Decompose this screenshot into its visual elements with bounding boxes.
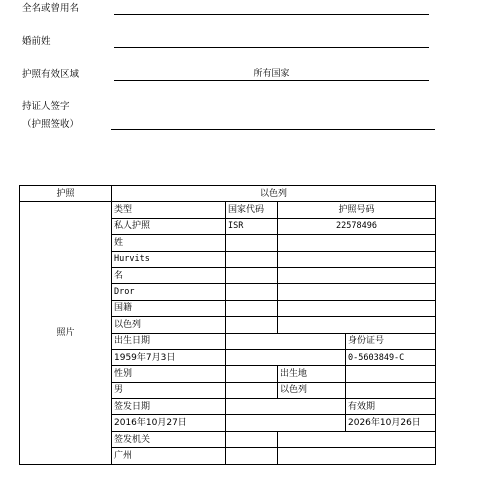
surname-value: Hurvits xyxy=(112,251,226,267)
empty-cell xyxy=(278,267,436,283)
issue-date-value: 2016年10月27日 xyxy=(112,415,226,431)
type-value: 私人护照 xyxy=(112,218,226,234)
header-passport: 护照 xyxy=(20,186,112,202)
empty-cell xyxy=(226,284,278,300)
empty-cell xyxy=(226,333,346,349)
empty-cell xyxy=(278,431,436,447)
empty-cell xyxy=(226,431,278,447)
expiry-label: 有效期 xyxy=(346,399,436,415)
empty-cell xyxy=(346,382,436,398)
passport-no-value: 22578496 xyxy=(278,218,436,234)
validity-value[interactable]: 所有国家 xyxy=(253,69,290,79)
signature-label: 持证人签字 xyxy=(22,101,70,112)
empty-cell xyxy=(226,267,278,283)
country-code-value: ISR xyxy=(226,218,278,234)
given-name-label: 名 xyxy=(112,267,226,283)
country-code-label: 国家代码 xyxy=(226,202,278,218)
validity-label: 护照有效区域 xyxy=(22,69,80,80)
expiry-value: 2026年10月26日 xyxy=(346,415,436,431)
given-name-value: Dror xyxy=(112,284,226,300)
authority-value: 广州 xyxy=(112,448,226,464)
empty-cell xyxy=(278,251,436,267)
full-name-line xyxy=(114,14,429,15)
empty-cell xyxy=(226,415,346,431)
empty-cell xyxy=(226,251,278,267)
empty-cell xyxy=(226,300,278,316)
empty-cell xyxy=(278,284,436,300)
issue-date-label: 签发日期 xyxy=(112,399,226,415)
empty-cell xyxy=(278,448,436,464)
empty-cell xyxy=(346,366,436,382)
maiden-name-line xyxy=(114,47,429,48)
full-name-label: 全名或曾用名 xyxy=(22,3,80,14)
table-row xyxy=(20,202,436,218)
empty-cell xyxy=(278,317,436,333)
empty-cell xyxy=(226,235,278,251)
photo-cell: 照片 xyxy=(20,202,112,464)
empty-cell xyxy=(226,317,278,333)
passport-no-label: 护照号码 xyxy=(278,202,436,218)
empty-cell xyxy=(226,366,278,382)
signature-sublabel: （护照签收） xyxy=(22,119,80,130)
dob-value: 1959年7月3日 xyxy=(112,349,226,365)
surname-label: 姓 xyxy=(112,235,226,251)
nationality-label: 国籍 xyxy=(112,300,226,316)
nationality-value: 以色列 xyxy=(112,317,226,333)
type-label: 类型 xyxy=(112,202,226,218)
authority-label: 签发机关 xyxy=(112,431,226,447)
empty-cell xyxy=(226,448,278,464)
id-value: 0-5603849-C xyxy=(346,349,436,365)
empty-cell xyxy=(278,300,436,316)
signature-line xyxy=(111,129,435,130)
empty-cell xyxy=(226,399,346,415)
validity-line xyxy=(114,80,429,81)
header-country: 以色列 xyxy=(112,186,436,202)
maiden-name-label: 婚前姓 xyxy=(22,36,51,47)
empty-cell xyxy=(226,382,278,398)
pob-value: 以色列 xyxy=(278,382,346,398)
sex-label: 性别 xyxy=(112,366,226,382)
id-label: 身份证号 xyxy=(346,333,436,349)
table-row xyxy=(20,186,436,202)
sex-value: 男 xyxy=(112,382,226,398)
pob-label: 出生地 xyxy=(278,366,346,382)
passport-table xyxy=(19,185,436,465)
empty-cell xyxy=(278,235,436,251)
dob-label: 出生日期 xyxy=(112,333,226,349)
empty-cell xyxy=(226,349,346,365)
